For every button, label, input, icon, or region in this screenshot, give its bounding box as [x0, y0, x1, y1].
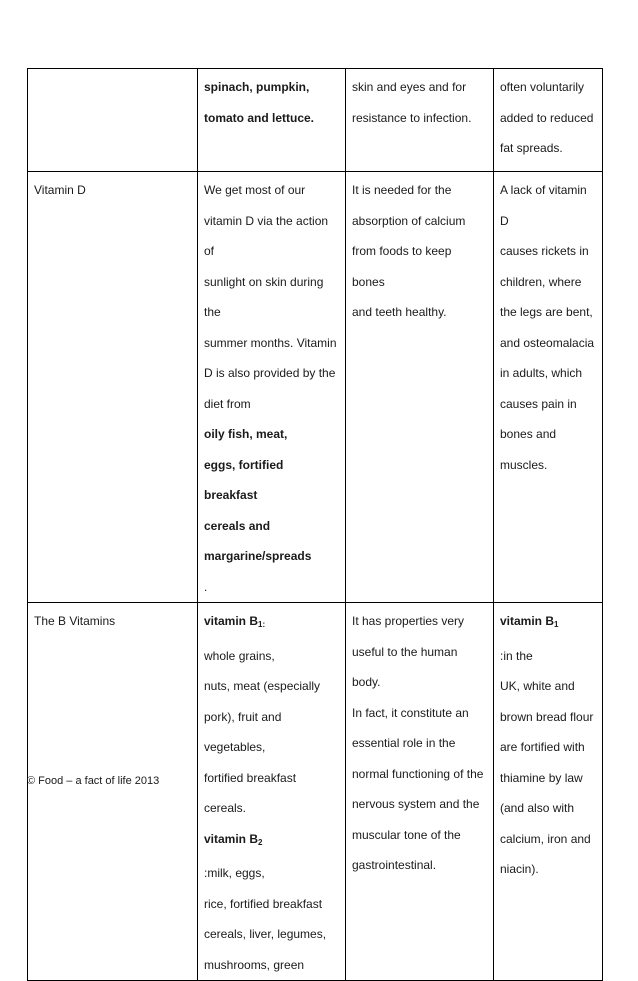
- bold-text: tomato and lettuce.: [204, 110, 315, 125]
- cell-line: muscles.: [500, 457, 548, 472]
- text-run: whole grains,: [204, 648, 275, 663]
- bold-text: 2: [258, 837, 263, 847]
- cell-line: It has properties very: [352, 614, 465, 628]
- cell-line: In fact, it constitute an: [352, 705, 469, 720]
- cell-line: [204, 702, 339, 763]
- cell-line: [204, 389, 339, 450]
- function-cell: [346, 603, 494, 981]
- cell-line: [204, 511, 339, 542]
- cell-line: [204, 606, 339, 671]
- text-run: pork), fruit and vegetables,: [204, 709, 282, 754]
- cell-line: [204, 328, 339, 359]
- cell-line: nervous system and the: [352, 797, 480, 811]
- function-cell: [346, 172, 494, 603]
- vitamin-name-cell: The B Vitamins: [28, 603, 198, 981]
- cell-line: [204, 889, 339, 920]
- text-run: are fortified with: [500, 740, 585, 754]
- bold-text: vitamin B: [500, 614, 555, 628]
- text-run: cereals, liver, legumes,: [204, 927, 327, 941]
- cell-line: [204, 541, 339, 602]
- cell-line: [500, 671, 596, 702]
- cell-line: useful to the human body.: [352, 644, 458, 689]
- cell-line: absorption of calcium: [352, 213, 466, 228]
- text-run: calcium, iron and: [500, 831, 591, 846]
- function-cell: [346, 69, 494, 172]
- cell-line: from foods to keep bones: [352, 244, 452, 289]
- text-run: nuts, meat (especially: [204, 679, 321, 693]
- vitamin-name-cell: Vitamin D: [28, 172, 198, 603]
- bold-text: spinach, pumpkin,: [204, 80, 310, 94]
- table-row: [28, 603, 603, 981]
- cell-line: [204, 358, 339, 389]
- cell-line: and teeth healthy.: [352, 305, 447, 319]
- cell-line: [204, 450, 339, 511]
- text-run: (and also with: [500, 801, 575, 815]
- text-run: We get most of our: [204, 183, 306, 197]
- cell-line: [500, 793, 596, 824]
- bold-text: 1: [554, 620, 559, 629]
- text-run: rice, fortified breakfast: [204, 896, 323, 911]
- bold-text: 1:: [258, 620, 266, 629]
- cell-line: [500, 763, 596, 794]
- cell-line: causes pain in: [500, 396, 577, 411]
- cell-line: [204, 671, 339, 702]
- cell-line: resistance to infection.: [352, 110, 472, 125]
- text-run: UK, white and: [500, 679, 575, 693]
- cell-line: skin and eyes and for: [352, 80, 467, 94]
- cell-line: in adults, which: [500, 366, 583, 380]
- text-run: :in the: [500, 648, 533, 663]
- text-run: :milk, eggs,: [204, 866, 265, 880]
- text-run: D is also provided by the: [204, 366, 336, 380]
- cell-line: [204, 206, 339, 267]
- cell-line: [500, 854, 596, 885]
- table-row: [28, 69, 603, 172]
- notes-cell: [494, 603, 603, 981]
- notes-cell: [494, 69, 603, 172]
- cell-line: [204, 267, 339, 328]
- bold-text: eggs, fortified breakfast: [204, 457, 284, 502]
- cell-line: A lack of vitamin D: [500, 183, 587, 228]
- cell-line: children, where: [500, 274, 582, 289]
- sources-cell: [198, 172, 346, 603]
- cell-line: normal functioning of the: [352, 766, 484, 781]
- text-run: .: [204, 579, 208, 594]
- cell-line: and osteomalacia: [500, 335, 595, 350]
- text-run: niacin).: [500, 862, 539, 876]
- cell-line: [204, 175, 339, 206]
- table-row: [28, 172, 603, 603]
- notes-cell: [494, 172, 603, 603]
- cell-line: [204, 72, 339, 103]
- cell-line: [204, 950, 339, 981]
- text-run: thiamine by law: [500, 770, 583, 785]
- cell-line: [204, 763, 339, 824]
- bold-text: cereals and: [204, 518, 271, 533]
- cell-line: muscular tone of the: [352, 827, 461, 842]
- copyright-footer: © Food – a fact of life 2013: [27, 775, 160, 787]
- vitamin-name-cell: [28, 69, 198, 172]
- text-run: summer months. Vitamin: [204, 335, 337, 350]
- cell-line: [500, 732, 596, 763]
- text-run: fortified breakfast cereals.: [204, 770, 297, 815]
- cell-line: essential role in the: [352, 736, 456, 750]
- bold-text: vitamin B: [204, 614, 259, 628]
- bold-text: oily fish, meat,: [204, 427, 288, 441]
- bold-text: vitamin B: [204, 831, 259, 846]
- cell-line: [204, 103, 339, 134]
- text-run: sunlight on skin during the: [204, 274, 324, 319]
- sources-cell: [198, 69, 346, 172]
- cell-line: often voluntarily: [500, 80, 585, 94]
- text-run: brown bread flour: [500, 709, 594, 724]
- cell-line: causes rickets in: [500, 244, 589, 258]
- cell-line: [500, 702, 596, 733]
- cell-line: It is needed for the: [352, 183, 452, 197]
- cell-line: [500, 824, 596, 855]
- text-run: vitamin D via the action of: [204, 213, 329, 258]
- cell-line: [204, 919, 339, 950]
- cell-line: added to reduced: [500, 110, 594, 125]
- vitamins-table: [27, 68, 603, 981]
- cell-line: fat spreads.: [500, 141, 563, 155]
- cell-line: gastrointestinal.: [352, 858, 437, 872]
- text-run: diet from: [204, 396, 251, 411]
- cell-line: [204, 824, 339, 889]
- cell-line: bones and: [500, 427, 557, 441]
- bold-text: margarine/spreads: [204, 549, 312, 563]
- cell-line: the legs are bent,: [500, 305, 593, 319]
- sources-cell: [198, 603, 346, 981]
- cell-line: [500, 606, 596, 671]
- text-run: mushrooms, green: [204, 957, 305, 972]
